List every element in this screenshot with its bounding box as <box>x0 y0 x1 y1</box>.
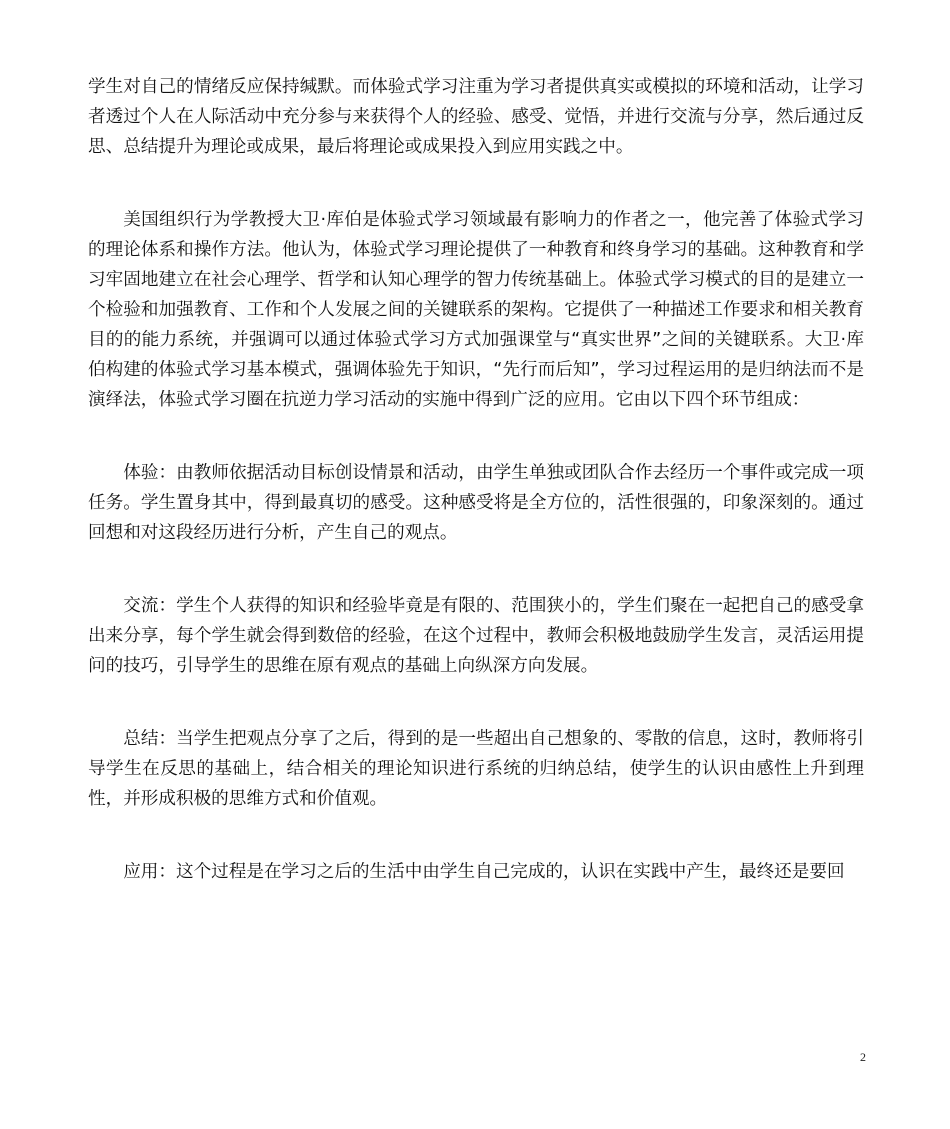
page-number: 2 <box>860 1050 866 1064</box>
paragraph-exchange: 交流：学生个人获得的知识和经验毕竟是有限的、范围狭小的，学生们聚在一起把自己的感受拿出来分享，每个学生就会得到数倍的经验，在这个过程中，教师会积极地鼓励学生发言，灵活运用提问的技巧，引导学生的思维在原有观点的基础上向纵深方向发展。 <box>88 596 864 676</box>
paragraph-application: 应用：这个过程是在学习之后的生活中由学生自己完成的，认识在实践中产生，最终还是要回 <box>123 862 845 882</box>
paragraph-kolb-theory: 美国组织行为学教授大卫·库伯是体验式学习领域最有影响力的作者之一，他完善了体验式学习的理论体系和操作方法。他认为，体验式学习理论提供了一种教育和终身学习的基础。这种教育和学习牢固地建立在社会心理学、哲学和认知心理学的智力传统基础上。体验式学习模式的目的是建立一个检验和加强教育、工作和个人发展之间的关键联系的架构。它提供了一种描述工作要求和相关教育目的的能力系统，并强调可以通过体验式学习方式加强课堂与“真实世界”之间的关键联系。大卫·库伯构建的体验式学习基本模式，强调体验先于知识，“先行而后知”，学习过程运用的是归纳法而不是演绎法，体验式学习圈在抗逆力学习活动的实施中得到广泛的应用。它由以下四个环节组成： <box>88 210 864 410</box>
paragraph-experience: 体验：由教师依据活动目标创设情景和活动，由学生单独或团队合作去经历一个事件或完成一项任务。学生置身其中，得到最真切的感受。这种感受将是全方位的，活性很强的，印象深刻的。通过回想和对这段经历进行分析，产生自己的观点。 <box>88 463 864 543</box>
document-body <box>88 72 864 930</box>
paragraph-continuation: 学生对自己的情绪反应保持缄默。而体验式学习注重为学习者提供真实或模拟的环境和活动，让学习者透过个人在人际活动中充分参与来获得个人的经验、感受、觉悟，并进行交流与分享，然后通过反思、总结提升为理论或成果，最后将理论或成果投入到应用实践之中。 <box>88 77 864 157</box>
paragraph-summary: 总结：当学生把观点分享了之后，得到的是一些超出自己想象的、零散的信息，这时，教师将引导学生在反思的基础上，结合相关的理论知识进行系统的归纳总结，使学生的认识由感性上升到理性，并形成积极的思维方式和价值观。 <box>88 729 864 809</box>
